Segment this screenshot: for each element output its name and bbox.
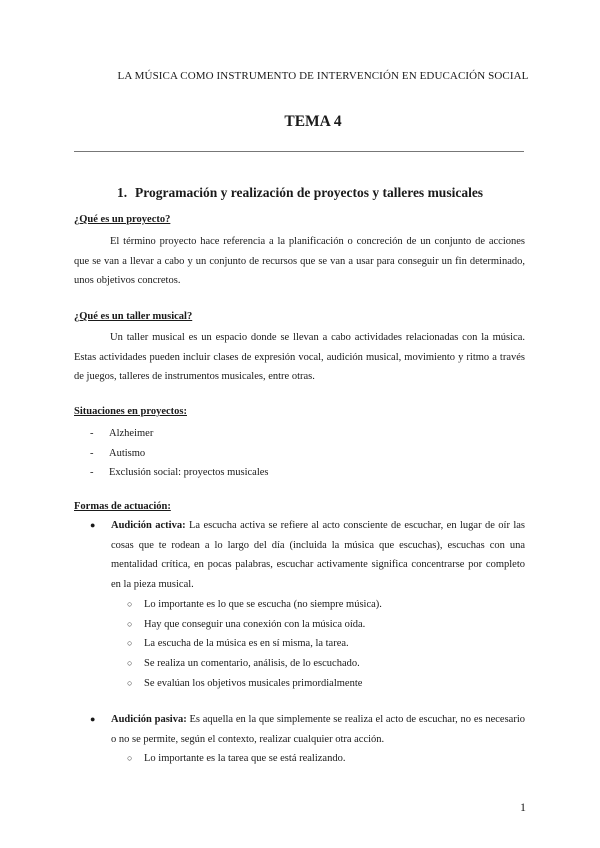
title-divider [74,151,524,152]
audicion-activa-label: Audición activa: [111,520,186,531]
audicion-activa-sublist [127,595,382,694]
list-item: ○ Lo importante es lo que se escucha (no siempre música). [127,599,382,610]
proyecto-heading: ¿Qué es un proyecto? [74,214,171,225]
section-number: 1. [117,185,128,200]
bullet-icon: ● [90,714,96,724]
audicion-activa-item [90,516,525,594]
running-header: LA MÚSICA COMO INSTRUMENTO DE INTERVENCIÓN EN EDUCACIÓN SOCIAL [117,70,529,82]
list-item: ○ Lo importante es la tarea que se está realizando. [127,753,346,764]
situaciones-heading: Situaciones en proyectos: [74,406,187,417]
list-item: - Autismo [90,447,146,459]
section-heading [117,185,483,201]
list-item: ○ Se evalúan los objetivos musicales primordialmente [127,677,363,689]
list-item: ○ Hay que conseguir una conexión con la música oída. [127,618,366,630]
bullet-icon: ● [90,520,96,530]
list-item: ○ La escucha de la música es en sí misma, la tarea. [127,638,349,650]
audicion-pasiva-text: Es aquella en la que simplemente se realiza el acto de escuchar, no es necesario o no se permite, según el contexto, realizar cualquier otra acción. [111,714,525,745]
page-number: 1 [520,800,526,814]
section-title: Programación y realización de proyectos y talleres musicales [135,185,484,200]
audicion-pasiva-sublist [127,749,345,769]
audicion-activa-text: La escucha activa se refiere al acto consciente de escuchar, en lugar de oír las cosas que te rodean a lo largo del día (incluida la música que escuchas), escuchas con una mentalidad crítica, en pocas palabras, escuchar activamente significa concentrarse por completo en la pieza musical. [111,520,525,590]
list-item: - Exclusión social: proyectos musicales [90,467,269,479]
audicion-pasiva-item [90,710,525,749]
taller-heading: ¿Qué es un taller musical? [74,311,193,322]
page-title: TEMA 4 [284,113,342,130]
formas-heading: Formas de actuación: [74,501,171,512]
situaciones-list [90,424,269,483]
list-item: - Alzheimer [90,428,154,439]
proyecto-paragraph: El término proyecto hace referencia a la planificación o concreción de un conjunto de acciones que se van a llevar a cabo y un conjunto de recursos que se van a usar para conseguir un fin determinado, unos objetivos concretos. [74,236,525,286]
list-item: ○ Se realiza un comentario, análisis, de lo escuchado. [127,658,360,670]
taller-paragraph: Un taller musical es un espacio donde se llevan a cabo actividades relacionadas con la música. Estas actividades pueden incluir clases de expresión vocal, audición musical, movimiento y ritmo a través de juegos, talleres de instrumentos musicales, entre otras. [74,332,525,382]
audicion-pasiva-label: Audición pasiva: [111,714,187,725]
